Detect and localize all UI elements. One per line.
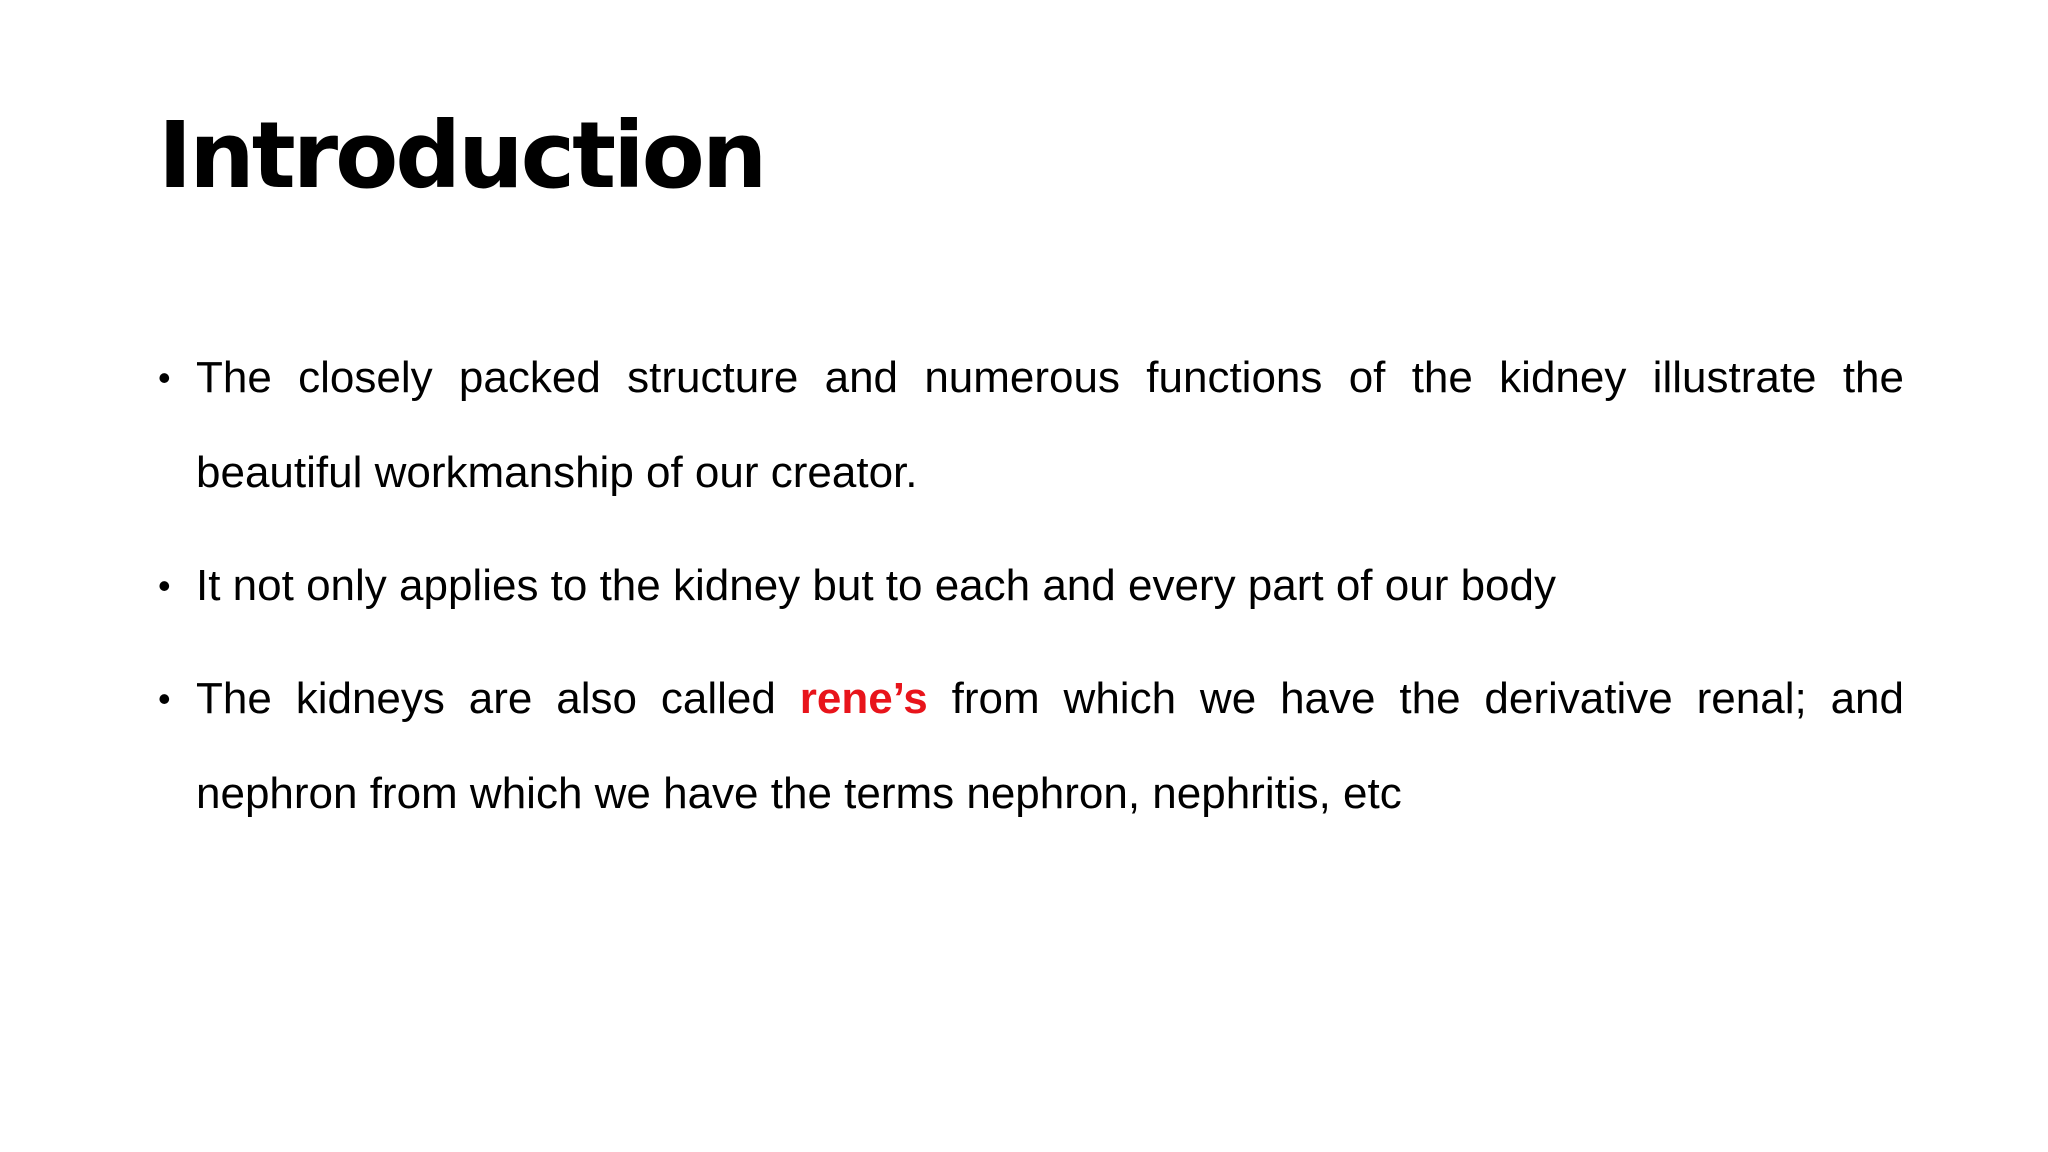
highlighted-term: rene’s <box>799 674 928 723</box>
bullet-text: The closely packed structure and numerous functions of the kidney illustrate the beautiful workmanship of our creator. <box>196 353 1904 497</box>
bullet-item <box>158 330 1904 520</box>
bullet-text-after: from which we have the derivative renal; and nephron from which we have the terms nephron, nephritis, etc <box>196 674 1905 818</box>
bullet-list <box>158 330 1904 859</box>
bullet-icon: • <box>158 678 171 719</box>
bullet-icon: • <box>158 357 171 398</box>
bullet-text-before: The kidneys are also called <box>196 674 800 723</box>
bullet-text: It not only applies to the kidney but to each and every part of our body <box>196 561 1556 610</box>
bullet-icon: • <box>158 565 171 606</box>
bullet-item <box>158 538 1904 633</box>
slide-title: Introduction <box>158 102 765 209</box>
bullet-item <box>158 651 1904 841</box>
